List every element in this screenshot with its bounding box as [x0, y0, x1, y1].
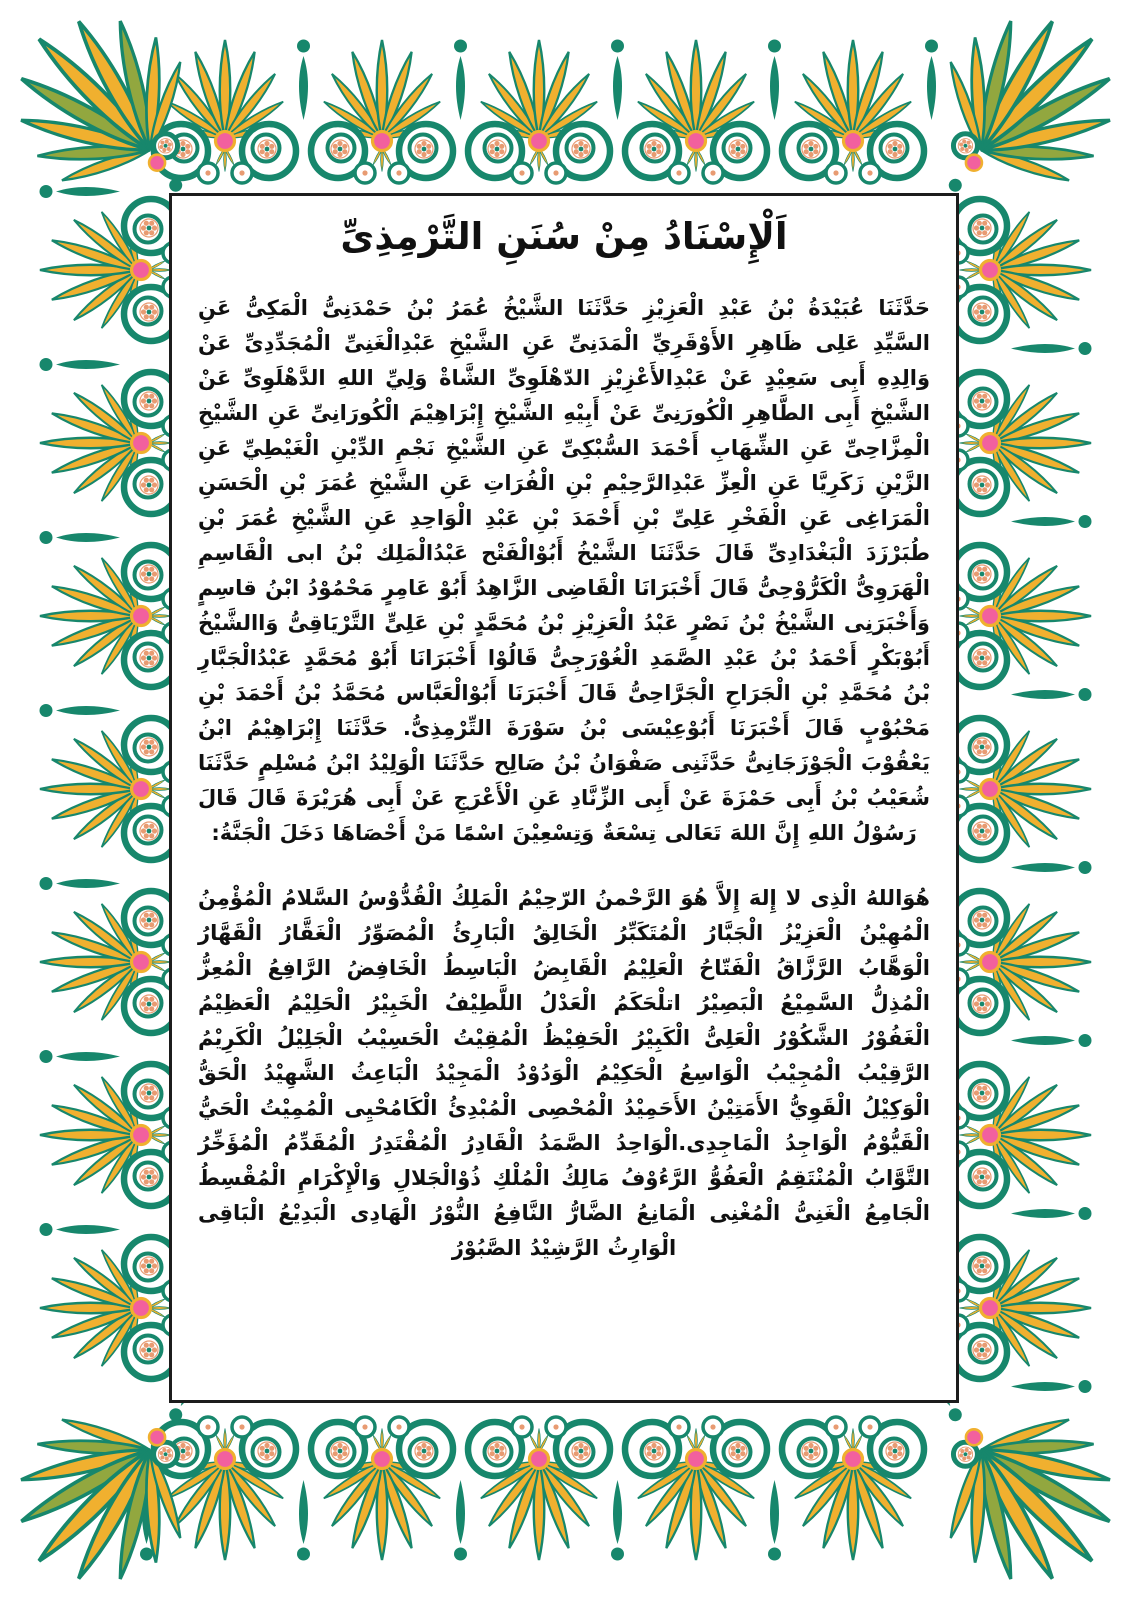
isnad-paragraph: حَدَّثَنَا عُبَيْدَةُ بْنُ عَبْدِ الْعَزِيْزِ حَدَّثَنَا الشَّيْخُ عُمَرُ بْنُ حَمْدَنِىُّ الْمَكِىُّ عَنِ السَّيِّدِ عَلِى ظَاهِرِ الأَوْقَرِيِّ الْمَدَنِىِّ عَنِ الشَّيْخِ عَبْدِالْغَنِىِّ الْمُجَدِّدِىِّ عَنْ وَالِدِهِ أَبِى سَعِيْدٍ عَنْ عَبْدِالأَعْزِيْزِ الدّهْلَوِىِّ الشَّاةْ وَلِيِّ اللهِ الدَّهْلَوِىِّ عَنْ الشَّيْخِ أَبِى الطَّاهِرِ الْكُورَنِىِّ عَنْ أَبِيْهِ الشَّيْخِ إِبْرَاهِيْمَ الْكُورَانِىِّ عَنِ الشَّيْخِ الْمِزَّاحِىِّ عَنِ الشِّهَابِ أَحْمَدَ السُّبْكِىِّ عَنِ الشَّيْخِ نَجْمِ الدِّيْنِ الْغَيْطِيِّ عَنِ الزَّيْنِ زَكَرِيَّا عَنِ الْعِزِّ عَبْدِالرَّحِيْمِ بْنِ الْفُرَاتِ عَنِ الشَّيْخِ عُمَرَ بْنِ الْحَسَنِ الْمَرَاغِى عَنِ الْفَخْرِ عَلِىِّ بْنِ أَحْمَدَ بْنِ عَبْدِ الْوَاحِدِ عَنِ الشَّيْخِ عُمَرَ بْنِ طُبَرْزَدَ الْبَغْدَادِىِّ قَالَ حَدَّثَنَا الشَّيْخُ أَبُوْالْفَتْح عَبْدُالْمَلِك بْنُ ابى الْقَاسِمِ الْهَرَوِىُّ الْكَرُّوْحِىُّ قَالَ أَخْبَرَانَا الْقَاضِى الزَّاهِدُ أَبُوْ عَامِرٍ مَحْمُوْدُ ابْنُ قاسِمٍ وَأَخْبَرَنِى الشَّيْخُ بْنُ نَصْرٍ عَبْدُ الْعَزِيْزِ بْنُ مُحَمَّدٍ بْنِ عَلِىٍّ التَّرْيَاقِىُّ وَاالشَّيْخُ أَبُوْبَكْرٍ أَحْمَدُ بْنُ عَبْدِ الصَّمَدِ الْغُوْرَجِىُّ قَالُوْا أَخْبَرَانَا أَبُوْ مُحَمَّدٍ عَبْدُالْجَبَّارِ بْنُ مُحَمَّدِ بْنِ الْجَرَاحِ الْجَرَّاحِىُّ قَالَ أَخْبَرَنَا أَبُوْالْعَبَّاس مُحَمَّدُ بْنُ أَحْمَدَ بْنِ مَحْبُوْبٍ قَالَ أَخْبَرَنَا أَبُوْعِيْسَى بْنُ سَوْرَةَ التِّرْمِذِىُّ. حَدَّثَنَا إِبْرَاهِيْمُ ابْنُ يَعْقُوْبَ الْجَوْزَجَانِىُّ حَدَّثَنِى صَفْوَانُ بْنُ صَالِح حَدَّثَنَا الْوَلِيْدُ ابْنُ مُسْلِمٍ حَدَّثَنَا شُعَيْبُ بْنُ أَبِى حَمْزَةَ عَنْ أَبِى الزِّنَّادِ عَنِ الْأَعْرَجِ عَنْ أَبِى هُرَيْرَةَ قَالَ قَالَ رَسُوْلُ اللهِ إِنَّ اللهَ تَعَالى تِسْعَةٌ وَتِسْعِيْنَ اسْمًا مَنْ أَحْصَاهَا دَخَلَ الْجَنَّةُ: — [198, 296, 930, 846]
document-title: اَلْإِسْنَادُ مِنْ سُنَنِ التَّرْمِذِىِّ — [340, 215, 788, 258]
text-frame — [169, 193, 959, 1403]
border-left — [40, 185, 184, 1379]
names-of-allah-paragraph: هُوَاللهُ الْذِى لا إِلهَ إِلاَّ هُوَ الرَّحْمنُ الرّحِيْمُ الْمَلِكُ الْقُدُّوْسُ السَّلامُ الْمُؤْمِنُ الْمُهِيْنُ الْعَزِيْزُ الْجَبَّارُ الْمُتَكَبِّرُ الْخَالِقُ الْبَارِئُ الْمُصَوِّرُ الْغَقَّارُ الْقَهَّارُ الْوَهَّابُ الرَّزَّاقُ الْفَتّاحُ الْعَلِيْمُ الْقَابِضُ الْبَاسِطُ الْخَافِضُ الرَّافِعُ الْمُعِزُّ الْمُذِلُّ السَّمِيْعُ الْبَصِيْرُ اتلْحَكَمُ الْعَدْلُ اللَّطِيْفُ الْخَبِيْرُ الْحَلِيْمُ الْعَظِيْمُ الْغَفُوْرُ الشَّكُوْرُ الْعَلِىُّ الْكَبِيْرُ الْحَفِيْظُ الْمُقِيْتُ الْحَسِيْبُ الْجَلِيْلُ الْكَرِيْمُ الرَّقِيْبُ الْمُجِيْبُ الْوَاسِعُ الْحَكِيْمُ الْوَدُوْدُ الْمَجِيْدُ الْبَاعِثُ الشَّهِيْدُ الْحَقُّ الْوَكِيْلُ الْقَوِيُّ الأَمَتِيْنُ الأَحَمِيْدُ الْمُحْصِى الْمُبْدِئُ الْكَامُحْيِى الْمُمِيْتُ الْحَيُّ الْقَيُّوْمُ الْوَاجِدُ الْمَاجِدِى.الْوَاحِدُ الصَّمَدُ الْقَادِرُ الْمُقْتَدِرُ الْمُقَدِّمُ الْمُؤَخِّرُ التَّوَّابُ الْمُنْتَقِمُ الْعَفُوُّ الرَّءُوْفُ مَالِكُ الْمُلْكِ ذُوْالْجَلالِ وَالْإِكْرَامِ الْمُقْسِطُ الْجَامِعُ الْغَنِىُّ الْمُغْنِى الْمَانِعُ الضَّارُّ النَّافِعُ النُّوْرُ الْهَادِى الْبَدِيْعُ الْبَاقِى الْوَارِثُ الرَّشِيْدُ الصَّبُوْرُ — [198, 886, 930, 1261]
border-bottom — [140, 1417, 924, 1561]
border-top — [154, 40, 938, 184]
border-right — [948, 199, 1092, 1393]
